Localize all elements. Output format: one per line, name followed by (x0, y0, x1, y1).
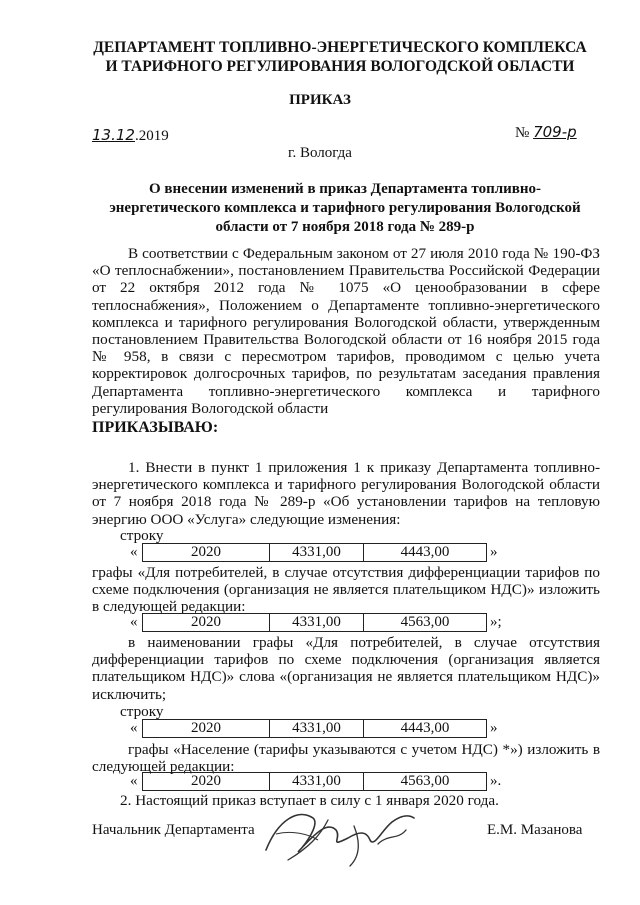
preamble-paragraph: В соответствии с Федеральным законом от 27 июля 2010 года № 190-ФЗ «О теплоснабжении», постановлением Правительства Российской Федерации от 22 октября 2012 года № 1075 «О ценообразовании в сфере теплоснабжения», Положением о Департаменте топливно-энергетического комплекса и тарифного регулирования Вологодской области, утвержденным постановлением Правительства Вологодской области от 16 ноября 2015 года № 958, в связи с пересмотром тарифов, проводимом с целью учета корректировок долгосрочных тарифов, по результатам заседания правления Департамента топливно-энергетического комплекса и тарифного регулирования Вологодской области (92, 245, 600, 417)
tariff-row-1 (92, 543, 612, 563)
quote-close: » (490, 544, 498, 560)
city: г. Вологда (288, 145, 352, 161)
subject-line2: энергетического комплекса и тарифного регулирования Вологодской (109, 200, 581, 216)
tariff-table-3 (142, 719, 487, 738)
cell-value1: 4331,00 (270, 773, 364, 791)
tariff-row-3 (92, 719, 612, 739)
tariff-table-2 (142, 613, 487, 632)
subject-line3: области от 7 ноября 2018 года № 289-р (215, 219, 475, 235)
order-date (92, 126, 169, 145)
order-subject (95, 180, 595, 237)
signatory-name: Е.М. Мазанова (487, 822, 583, 838)
text-b-paragraph: в наименовании графы «Для потребителей, в случае отсутствия дифференциации тарифов по схеме подключения (организация является плательщиком НДС)» слова «(организация не является плательщиком НДС)» исключить; (92, 634, 600, 703)
text-c-paragraph: графы «Население (тарифы указываются с учетом НДС) *») изложить в следующей редакции: (92, 741, 600, 776)
quote-open: « (130, 773, 138, 789)
order-word: ПРИКАЗЫВАЮ: (92, 419, 219, 436)
department-header-line2: И ТАРИФНОГО РЕГУЛИРОВАНИЯ ВОЛОГОДСКОЙ ОБЛАСТИ (105, 58, 575, 75)
cell-value2: 4563,00 (364, 614, 487, 632)
cell-year: 2020 (143, 720, 270, 738)
cell-year: 2020 (143, 773, 270, 791)
number-sign: № (515, 125, 530, 141)
tariff-row-4 (92, 772, 612, 792)
stroku-label-2: строку (120, 703, 164, 720)
order-number (515, 123, 577, 142)
item2-paragraph: 2. Настоящий приказ вступает в силу с 1 января 2020 года. (120, 792, 499, 809)
tariff-table-4 (142, 772, 487, 791)
handwritten-signature (258, 800, 428, 870)
item1-paragraph: 1. Внести в пункт 1 приложения 1 к приказу Департамента топливно-энергетического комплекса и тарифного регулирования Вологодской области от 7 ноября 2018 года № 289-р «Об установлении тарифов на тепловую энергию ООО «Услуга» следующие изменения: (92, 459, 600, 528)
quote-open: « (130, 720, 138, 736)
quote-open: « (130, 544, 138, 560)
text-a-paragraph: графы «Для потребителей, в случае отсутствия дифференциации тарифов по схеме подключения (организация не является плательщиком НДС)» изложить в следующей редакции: (92, 564, 600, 616)
quote-close: » (490, 720, 498, 736)
subject-line1: О внесении изменений в приказ Департамента топливно- (148, 181, 542, 197)
cell-value1: 4331,00 (270, 544, 364, 562)
tariff-row-2 (92, 613, 612, 633)
quote-close: ». (490, 773, 502, 789)
quote-close: »; (490, 614, 502, 630)
date-year: .2019 (134, 128, 169, 144)
cell-value2: 4443,00 (364, 720, 487, 738)
stroku-label-1: строку (120, 527, 164, 544)
order-title: ПРИКАЗ (289, 92, 351, 108)
handwritten-number: 709-р (533, 123, 577, 141)
quote-open: « (130, 614, 138, 630)
cell-year: 2020 (143, 544, 270, 562)
cell-value1: 4331,00 (270, 720, 364, 738)
cell-value2: 4563,00 (364, 773, 487, 791)
cell-value1: 4331,00 (270, 614, 364, 632)
tariff-table-1 (142, 543, 487, 562)
department-header-line1: ДЕПАРТАМЕНТ ТОПЛИВНО-ЭНЕРГЕТИЧЕСКОГО КОМПЛЕКСА (93, 39, 587, 56)
cell-year: 2020 (143, 614, 270, 632)
cell-value2: 4443,00 (364, 544, 487, 562)
handwritten-date: 13.12 (92, 126, 135, 144)
signatory-position: Начальник Департамента (92, 822, 255, 838)
